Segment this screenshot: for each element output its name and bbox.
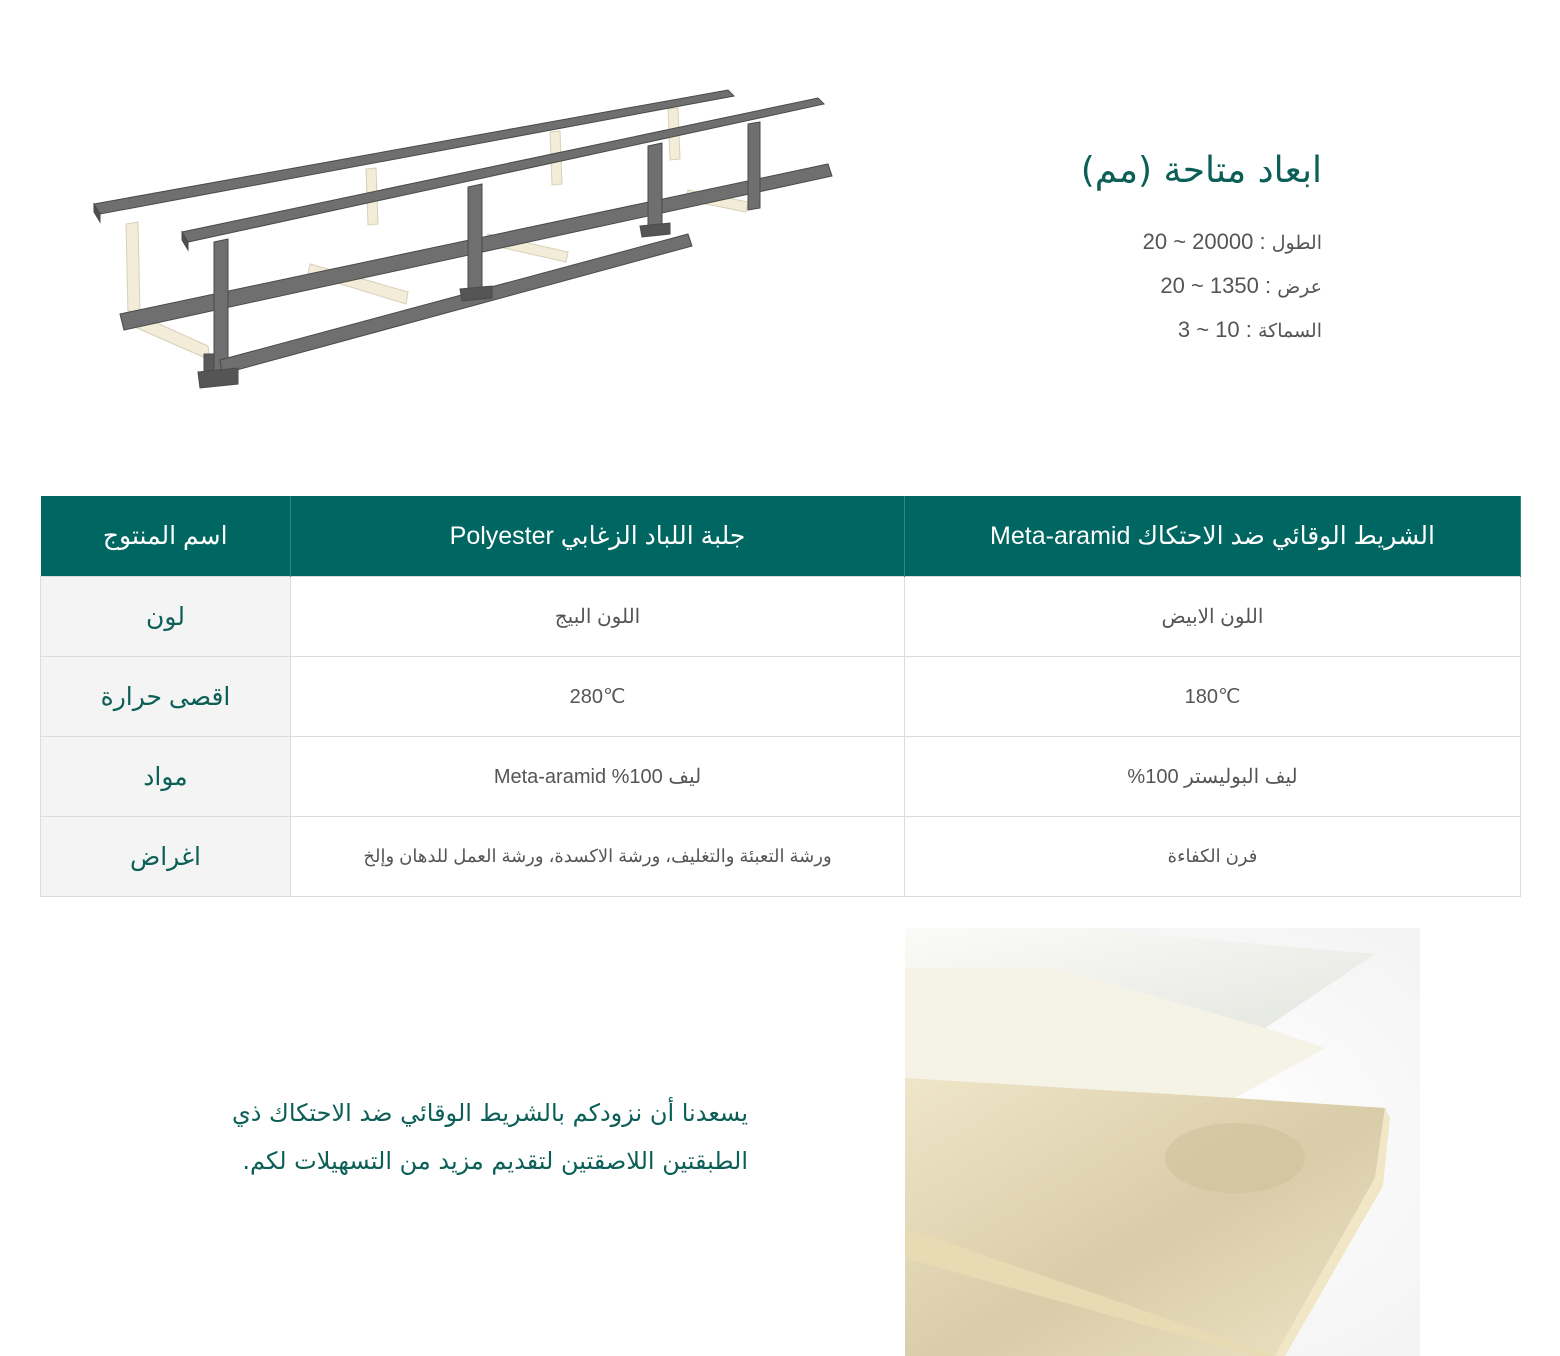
cell-temp-c: 180℃ (905, 657, 1521, 737)
thickness-value: 3 ~ 10 (1177, 317, 1240, 342)
cell-material-c: ليف البوليستر 100% (905, 737, 1521, 817)
row-label-color: لون (41, 577, 291, 657)
rack-frame-illustration (88, 84, 848, 404)
thickness-label: السماكة (1257, 321, 1322, 342)
thickness-line: السماكة : 3 ~ 10 (1177, 317, 1322, 342)
tape-product-image (905, 928, 1420, 1356)
length-value: 20 ~ 20000 (1142, 229, 1254, 254)
cell-material-b: ليف 100% Meta-aramid (291, 737, 905, 817)
header-product-name: اسم المنتوج (41, 496, 291, 577)
row-label-max-temp: اقصى حرارة (41, 657, 291, 737)
width-line: عرض : 20 ~ 1350 (1160, 273, 1322, 298)
cell-color-b: اللون البيج (291, 577, 905, 657)
table-row (41, 817, 1521, 897)
dimensions-title: ابعاد متاحة (مم) (1080, 150, 1322, 191)
table-row (41, 577, 1521, 657)
table-row (41, 737, 1521, 817)
intro-paragraph: يسعدنا أن نزودكم بالشريط الوقائي ضد الاحتكاك ذي الطبقتين اللاصقتين لتقديم مزيد من التسهيلات لكم. (231, 1099, 748, 1175)
product-spec-table (40, 496, 1521, 897)
length-label: الطول (1271, 233, 1322, 254)
table-row (41, 657, 1521, 737)
table-header-row (41, 496, 1521, 577)
cell-uses-b: ورشة التعبئة والتغليف، ورشة الاكسدة، ورشة العمل للدهان وإلخ (291, 817, 905, 897)
dimensions-block (802, 150, 1322, 353)
header-polyester-sleeve: جلبة اللباد الزغابي Polyester (291, 496, 905, 577)
length-line: الطول : 20 ~ 20000 (1142, 229, 1322, 254)
cell-color-c: اللون الابيض (905, 577, 1521, 657)
cell-temp-b: 280℃ (291, 657, 905, 737)
width-value: 20 ~ 1350 (1160, 273, 1259, 298)
width-label: عرض (1277, 277, 1322, 298)
cell-uses-c: فرن الكفاءة (905, 817, 1521, 897)
header-meta-aramid-tape: الشريط الوقائي ضد الاحتكاك Meta-aramid (905, 496, 1521, 577)
row-label-uses: اغراض (41, 817, 291, 897)
row-label-material: مواد (41, 737, 291, 817)
